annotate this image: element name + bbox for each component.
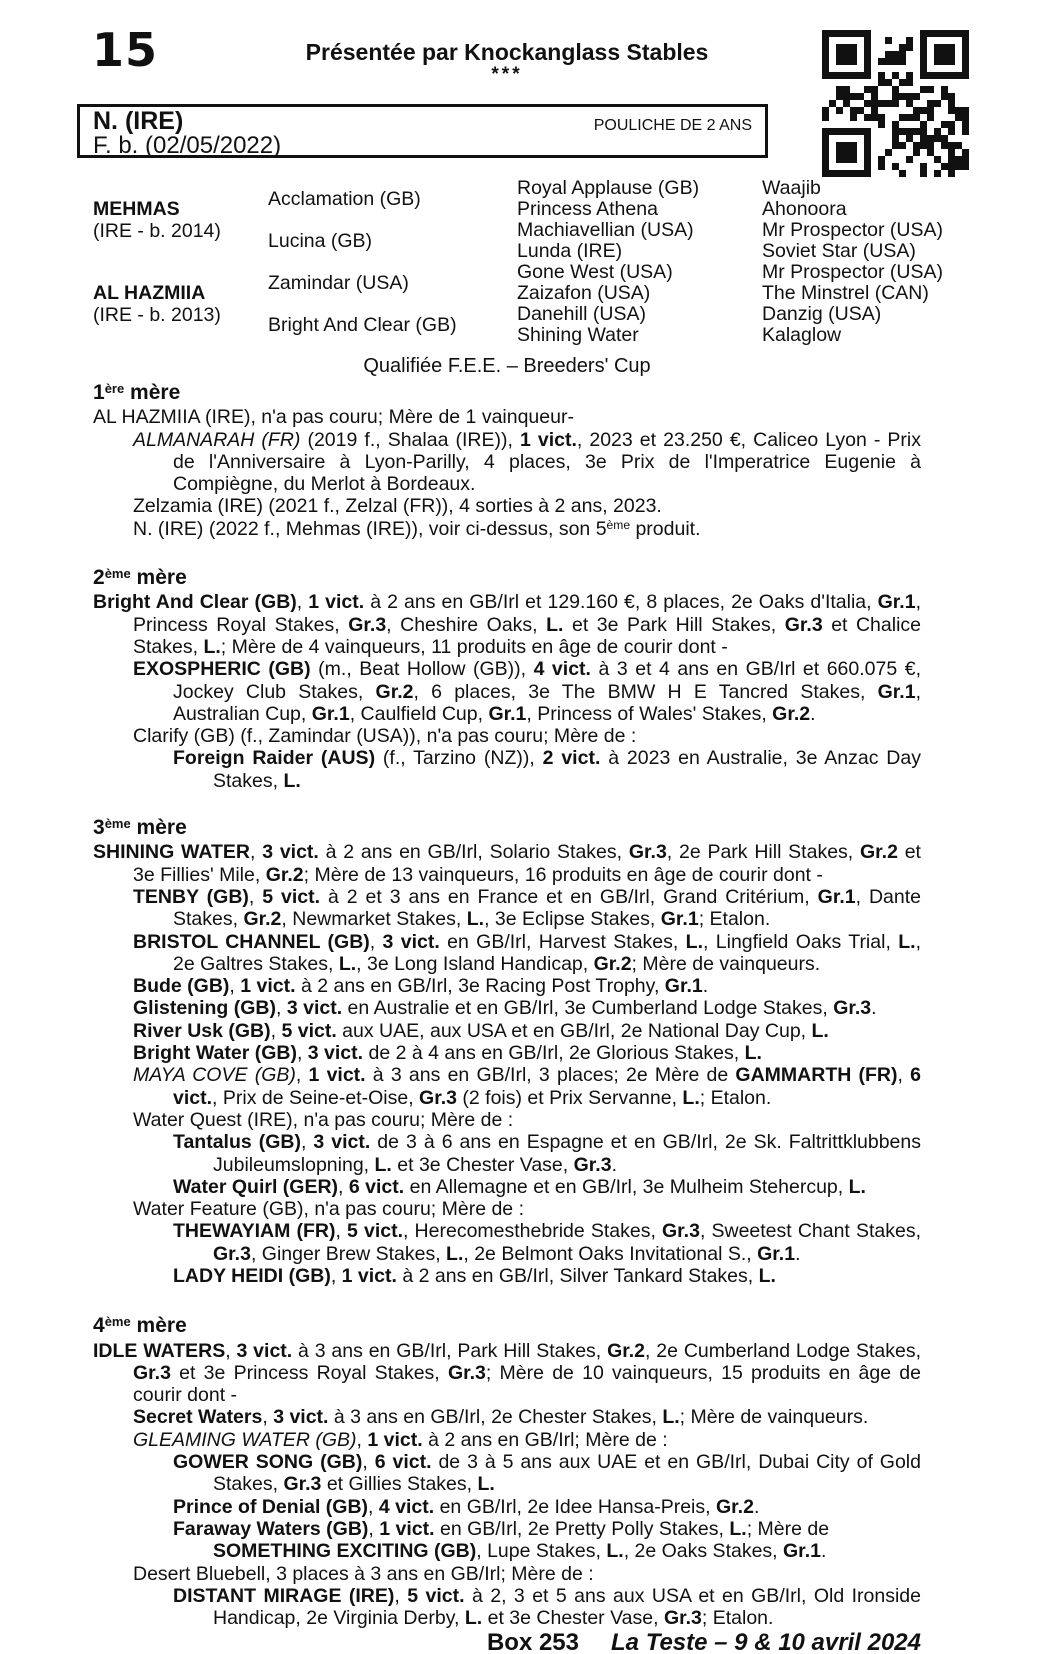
- pedigree-entry: Kalaglow: [762, 324, 842, 346]
- pedigree-paragraph: Bright Water (GB), 3 vict. de 2 à 4 ans en GB/Irl, 2e Glorious Stakes, L.: [133, 1042, 762, 1065]
- pedigree-dam: [93, 262, 268, 346]
- pedigree-paragraph: MAYA COVE (GB), 1 vict. à 3 ans en GB/Irl, 3 places; 2e Mère de GAMMARTH (FR), 6 vict., Prix de Seine-et-Oise, Gr.3 (2 fois) et Prix Servanne, L.; Etalon.: [133, 1064, 922, 1109]
- pedigree-entry: Royal Applause (GB): [517, 177, 700, 199]
- presenter-line: Présentée par Knockanglass Stables: [305, 39, 709, 65]
- pedigree-entry: Zaizafon (USA): [517, 282, 651, 304]
- pedigree-paragraph: N. (IRE) (2022 f., Mehmas (IRE)), voir ci-dessus, son 5ème produit.: [133, 517, 701, 540]
- pedigree-entry: Shining Water: [517, 324, 639, 346]
- dam-detail: (IRE - b. 2013): [93, 304, 221, 326]
- pedigree-paragraph: Water Feature (GB), n'a pas couru; Mère de :: [133, 1198, 524, 1221]
- pedigree-entry: Bright And Clear (GB): [268, 313, 457, 336]
- pedigree-paragraph: EXOSPHERIC (GB) (m., Beat Hollow (GB)), 4 vict. à 3 et 4 ans en GB/Irl et 660.075 €, Jockey Club Stakes, Gr.2, 6 places, 3e The BMW H E Tancred Stakes, Gr.1, Australian Cup, Gr.1, Caulfield Cup, Gr.1, Princess of Wales' Stakes, Gr.2.: [133, 658, 921, 725]
- mare-section-header: 2ème mère: [93, 566, 187, 590]
- pedigree-gen3-column: [517, 178, 762, 346]
- pedigree-gen4-column: [762, 178, 962, 346]
- pedigree-entry: Ahonoora: [762, 198, 847, 220]
- mare-sections: [93, 382, 921, 1629]
- pedigree-entry: Waajib: [762, 177, 821, 199]
- qr-code: [822, 30, 969, 177]
- mare-section-header: 3ème mère: [93, 816, 187, 840]
- pedigree-paragraph: Glistening (GB), 3 vict. en Australie et en GB/Irl, 3e Cumberland Lodge Stakes, Gr.3.: [133, 997, 877, 1020]
- mare-section-header: 1ère mère: [93, 381, 181, 404]
- horse-sex-age: POULICHE DE 2 ANS: [593, 117, 752, 134]
- pedigree-parents-column: [93, 178, 268, 346]
- pedigree-paragraph: SHINING WATER, 3 vict. à 2 ans en GB/Irl, Solario Stakes, Gr.3, 2e Park Hill Stakes, Gr.2 et 3e Fillies' Mile, Gr.2; Mère de 13 vainqueurs, 16 produits en âge de courir dont -: [93, 841, 921, 886]
- horse-name: N. (IRE): [93, 107, 184, 135]
- pedigree-paragraph: DISTANT MIRAGE (IRE), 5 vict. à 2, 3 et 5 ans aux USA et en GB/Irl, Old Ironside Handicap, 2e Virginia Derby, L. et 3e Chester Vase, Gr.3; Etalon.: [173, 1584, 921, 1630]
- mare-section: [93, 817, 921, 1287]
- pedigree-entry: Mr Prospector (USA): [762, 261, 943, 283]
- pedigree-paragraph: ALMANARAH (FR) (2019 f., Shalaa (IRE)), 1 vict., 2023 et 23.250 €, Caliceo Lyon - Prix de l'Anniversaire à Lyon-Parilly, 4 places, 3e Prix de l'Imperatrice Eugenie à Compiègne, du Merlot à Bordeaux.: [133, 428, 921, 496]
- pedigree-entry: Mr Prospector (USA): [762, 219, 943, 241]
- pedigree-paragraph: SOMETHING EXCITING (GB), Lupe Stakes, L., 2e Oaks Stakes, Gr.1.: [213, 1540, 827, 1563]
- pedigree-paragraph: Tantalus (GB), 3 vict. de 3 à 6 ans en Espagne et en GB/Irl, 2e Sk. Faltrittklubbens Jubileumslopning, L. et 3e Chester Vase, Gr.3.: [173, 1131, 922, 1176]
- pedigree-table: [93, 178, 962, 346]
- qualification-line: Qualifiée F.E.E. – Breeders' Cup: [363, 355, 651, 377]
- pedigree-paragraph: Secret Waters, 3 vict. à 3 ans en GB/Irl, 2e Chester Stakes, L.; Mère de vainqueurs.: [133, 1406, 869, 1429]
- pedigree-entry: The Minstrel (CAN): [762, 282, 929, 304]
- pedigree-entry: Gone West (USA): [517, 261, 673, 283]
- dam-name: AL HAZMIIA: [93, 282, 206, 304]
- pedigree-entry: Princess Athena: [517, 198, 658, 220]
- pedigree-sire: [93, 178, 268, 262]
- pedigree-entry: Danzig (USA): [762, 303, 882, 325]
- mare-section-header: 4ème mère: [93, 1314, 187, 1338]
- pedigree-paragraph: Bright And Clear (GB), 1 vict. à 2 ans en GB/Irl et 129.160 €, 8 places, 2e Oaks d'Italia, Gr.1, Princess Royal Stakes, Gr.3, Cheshire Oaks, L. et 3e Park Hill Stakes, Gr.3 et Chalice Stakes, L.; Mère de 4 vainqueurs, 11 produits en âge de courir dont -: [93, 591, 921, 658]
- sire-name: MEHMAS: [93, 198, 180, 220]
- pedigree-entry: Soviet Star (USA): [762, 240, 916, 262]
- pedigree-entry: Zamindar (USA): [268, 271, 409, 294]
- pedigree-paragraph: Water Quirl (GER), 6 vict. en Allemagne et en GB/Irl, 3e Mulheim Stehercup, L.: [173, 1175, 866, 1198]
- pedigree-paragraph: River Usk (GB), 5 vict. aux UAE, aux USA et en GB/Irl, 2e National Day Cup, L.: [133, 1019, 829, 1042]
- mare-section: [93, 567, 921, 792]
- pedigree-entry: Lunda (IRE): [517, 240, 623, 262]
- pedigree-entry: Danehill (USA): [517, 303, 646, 325]
- pedigree-paragraph: BRISTOL CHANNEL (GB), 3 vict. en GB/Irl, Harvest Stakes, L., Lingfield Oaks Trial, L., 2e Galtres Stakes, L., 3e Long Island Handicap, Gr.2; Mère de vainqueurs.: [133, 930, 921, 975]
- pedigree-paragraph: Foreign Raider (AUS) (f., Tarzino (NZ)), 2 vict. à 2023 en Australie, 3e Anzac Day Stakes, L.: [173, 747, 921, 792]
- horse-title-box: [77, 104, 768, 158]
- pedigree-paragraph: Clarify (GB) (f., Zamindar (USA)), n'a pas couru; Mère de :: [133, 725, 637, 748]
- pedigree-paragraph: Bude (GB), 1 vict. à 2 ans en GB/Irl, 3e Racing Post Trophy, Gr.1.: [133, 975, 709, 998]
- mare-section: [93, 1315, 921, 1629]
- pedigree-paragraph: GOWER SONG (GB), 6 vict. de 3 à 5 ans aux UAE et en GB/Irl, Dubai City of Gold Stakes, Gr.3 et Gillies Stakes, L.: [173, 1451, 921, 1496]
- pedigree-paragraph: Faraway Waters (GB), 1 vict. en GB/Irl, 2e Pretty Polly Stakes, L.; Mère de: [173, 1517, 830, 1540]
- pedigree-paragraph: THEWAYIAM (FR), 5 vict., Herecomesthebride Stakes, Gr.3, Sweetest Chant Stakes, Gr.3, Ginger Brew Stakes, L., 2e Belmont Oaks Invitational S., Gr.1.: [173, 1220, 921, 1265]
- pedigree-paragraph: Water Quest (IRE), n'a pas couru; Mère de :: [133, 1108, 514, 1131]
- pedigree-paragraph: Prince of Denial (GB), 4 vict. en GB/Irl, 2e Idee Hansa-Preis, Gr.2.: [173, 1495, 760, 1518]
- pedigree-entry: Lucina (GB): [268, 229, 373, 252]
- pedigree-entry: Machiavellian (USA): [517, 219, 694, 241]
- pedigree-paragraph: TENBY (GB), 5 vict. à 2 et 3 ans en France et en GB/Irl, Grand Critérium, Gr.1, Dante Stakes, Gr.2, Newmarket Stakes, L., 3e Eclipse Stakes, Gr.1; Etalon.: [133, 885, 921, 931]
- pedigree-paragraph: AL HAZMIIA (IRE), n'a pas couru; Mère de 1 vainqueur-: [93, 406, 574, 429]
- pedigree-entry: Acclamation (GB): [268, 187, 421, 210]
- box-number: Box 253: [486, 1629, 580, 1654]
- lot-number: 15: [92, 23, 159, 77]
- pedigree-paragraph: GLEAMING WATER (GB), 1 vict. à 2 ans en GB/Irl; Mère de :: [133, 1428, 668, 1451]
- pedigree-paragraph: Zelzamia (IRE) (2021 f., Zelzal (FR)), 4 sorties à 2 ans, 2023.: [133, 495, 662, 518]
- sire-detail: (IRE - b. 2014): [93, 220, 221, 242]
- sale-name-date: La Teste – 9 & 10 avril 2024: [611, 1629, 921, 1654]
- pedigree-paragraph: Desert Bluebell, 3 places à 3 ans en GB/Irl; Mère de :: [133, 1562, 594, 1585]
- pedigree-paragraph: LADY HEIDI (GB), 1 vict. à 2 ans en GB/Irl, Silver Tankard Stakes, L.: [173, 1264, 776, 1287]
- pedigree-text-column: [93, 355, 921, 1654]
- footer-line: [93, 1630, 921, 1654]
- pedigree-paragraph: IDLE WATERS, 3 vict. à 3 ans en GB/Irl, Park Hill Stakes, Gr.2, 2e Cumberland Lodge Stakes, Gr.3 et 3e Princess Royal Stakes, Gr.3; Mère de 10 vainqueurs, 15 produits en âge de courir dont -: [93, 1339, 921, 1407]
- mare-section: [93, 382, 921, 542]
- presenter-stars: ***: [491, 64, 523, 85]
- horse-birth-info: F. b. (02/05/2022): [93, 132, 282, 159]
- pedigree-gen2-column: [268, 178, 517, 346]
